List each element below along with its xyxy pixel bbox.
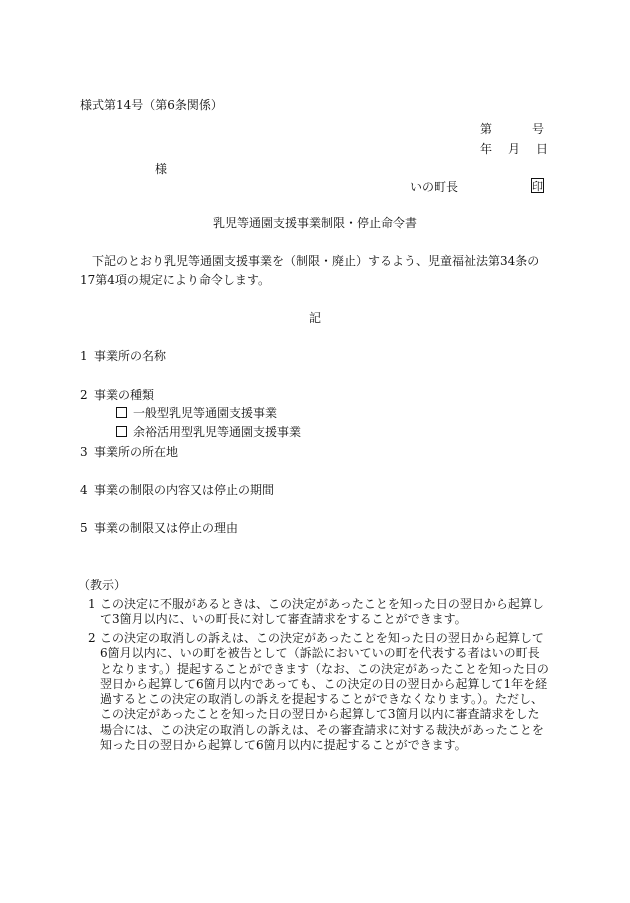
item-label: 事業所の所在地	[94, 445, 179, 459]
intro-paragraph: 下記のとおり乳児等通園支援事業を（制限・廃止）するよう、児童福祉法第34条の17第4項の規定により命令します。	[80, 254, 540, 287]
type-option-surplus	[116, 424, 301, 440]
item-4	[80, 482, 274, 498]
type-option-label: 一般型乳児等通園支援事業	[133, 406, 278, 420]
notice-note-2	[80, 631, 550, 753]
issuer-name: いの町長	[410, 180, 459, 194]
type-option-general	[116, 405, 277, 421]
document-title: 乳児等通園支援事業制限・停止命令書	[212, 216, 417, 230]
addressee-suffix: 様	[155, 162, 168, 176]
checkbox-square	[116, 426, 127, 437]
note-number: 1	[88, 597, 96, 611]
seal-box: 印	[532, 180, 543, 193]
document-number-line: 第 号	[480, 122, 546, 136]
item-number: 4	[80, 483, 88, 497]
item-1	[80, 348, 166, 364]
item-number: 1	[80, 349, 88, 363]
notice-note-1	[80, 597, 550, 627]
item-number: 2	[80, 388, 88, 402]
item-label: 事業の種類	[94, 388, 155, 402]
checkbox-square	[116, 407, 127, 418]
type-option-label: 余裕活用型乳児等通園支援事業	[133, 425, 302, 439]
ki-heading: 記	[308, 311, 321, 325]
item-label: 事業の制限の内容又は停止の期間	[94, 483, 275, 497]
seal-mark	[531, 178, 544, 194]
item-3	[80, 444, 178, 460]
item-5	[80, 520, 238, 536]
date-line: 年 月 日	[480, 142, 551, 156]
item-number: 3	[80, 445, 88, 459]
note-number: 2	[88, 631, 96, 645]
item-label: 事業の制限又は停止の理由	[94, 521, 239, 535]
note-text: この決定の取消しの訴えは、この決定があったことを知った日の翌日から起算して6箇月以内に、いの町を被告として（訴訟においていの町を代表する者はいの町長となります。）提起することができます（なお、この決定があったことを知った日の翌日から起算して6箇月以内であっても、この決定の日の翌日から起算して1年を経過するとこの決定の取消しの訴えを提起することができなくなります。）。ただし、この決定があったことを知った日の翌日から起算して3箇月以内に審査請求をした場合には、この決定の取消しの訴えは、その審査請求に対する裁決があったことを知った日の翌日から起算して6箇月以内に提起することができます。	[100, 631, 549, 753]
form-label: 様式第14号（第6条関係）	[80, 98, 223, 112]
item-number: 5	[80, 521, 88, 535]
item-label: 事業所の名称	[94, 349, 167, 363]
note-text: この決定に不服があるときは、この決定があったことを知った日の翌日から起算して3箇月以内に、いの町長に対して審査請求をすることができます。	[100, 597, 544, 626]
notice-heading: （教示）	[78, 578, 127, 592]
item-2	[80, 387, 154, 403]
